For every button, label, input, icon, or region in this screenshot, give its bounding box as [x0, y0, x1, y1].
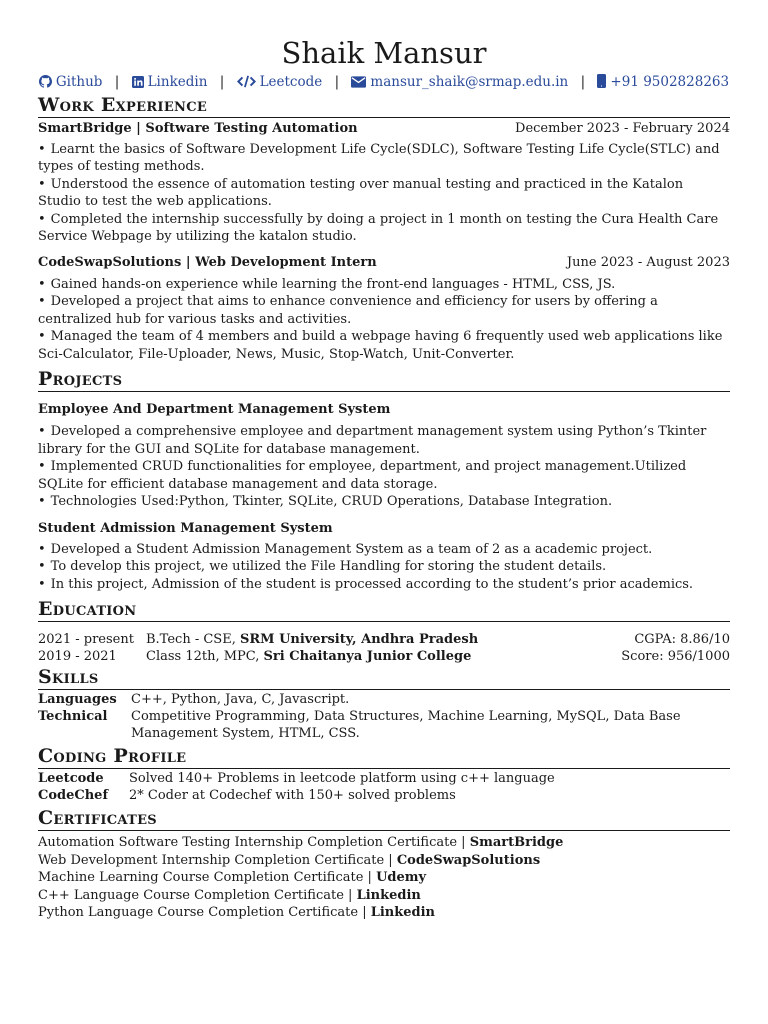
skill-key: Technical — [38, 709, 108, 724]
certificate-issuer: Udemy — [376, 870, 427, 885]
skill-value: C++, Python, Java, C, Javascript. — [131, 692, 350, 707]
coding-value: 2* Coder at Codechef with 150+ solved problems — [129, 788, 456, 803]
skill-row — [38, 708, 730, 742]
coding-key: CodeChef — [38, 788, 109, 803]
certificate-issuer: SmartBridge — [469, 835, 564, 850]
education-row — [38, 648, 730, 665]
coding-row — [38, 770, 730, 787]
skill-row — [38, 691, 730, 708]
section-education-title: Education — [38, 598, 730, 622]
separator: | — [219, 74, 225, 90]
skills-list — [38, 691, 730, 742]
education-school: Sri Chaitanya Junior College — [263, 649, 472, 664]
certificate-name: Automation Software Testing Internship Completion Certificate | — [38, 835, 470, 850]
section-projects-title: Projects — [38, 368, 730, 392]
work-bullet: • Managed the team of 4 members and build a webpage having 6 frequently used web applications like Sci-Calculator, File-Uploader, News, Music, Stop-Watch, Unit-Converter. — [38, 328, 730, 363]
certificate-issuer: Linkedin — [370, 905, 436, 920]
work-bullet: • Developed a project that aims to enhance convenience and efficiency for users by offering a centralized hub for various tasks and activities. — [38, 293, 730, 328]
email-link[interactable] — [347, 74, 572, 90]
education-years: 2019 - 2021 — [38, 649, 117, 664]
linkedin-link[interactable] — [127, 74, 211, 90]
skill-value: Competitive Programming, Data Structures, Machine Learning, MySQL, Data Base Management System, HTML, CSS. — [131, 709, 681, 741]
work-bullet: • Understood the essence of automation testing over manual testing and practiced in the Katalon Studio to test the web applications. — [38, 176, 730, 211]
certificate-item — [38, 834, 730, 852]
project-bullet: • In this project, Admission of the student is processed according to the student’s prior academics. — [38, 576, 730, 594]
certificate-name: Python Language Course Completion Certificate | — [38, 905, 371, 920]
leetcode-link[interactable] — [232, 74, 326, 90]
project-bullet: • Developed a comprehensive employee and department management system using Python’s Tkinter library for the GUI and SQLite for database management. — [38, 423, 730, 458]
work-entry-header — [38, 120, 730, 138]
section-work-title: Work Experience — [38, 94, 730, 118]
work-dates: June 2023 - August 2023 — [566, 254, 730, 270]
project-title: Student Admission Management System — [38, 520, 333, 536]
certificate-item — [38, 869, 730, 887]
education-score: Score: 956/1000 — [621, 649, 730, 664]
phone-link[interactable] — [593, 74, 729, 90]
phone-label: +91 9502828263 — [610, 74, 730, 90]
github-icon — [39, 75, 52, 88]
certificate-item — [38, 887, 730, 905]
separator: | — [580, 74, 586, 90]
education-degree: B.Tech - CSE, — [146, 632, 240, 647]
work-entry-header — [38, 254, 730, 272]
leetcode-label: Leetcode — [259, 74, 323, 90]
phone-icon — [597, 74, 606, 88]
certificate-name: C++ Language Course Completion Certificate | — [38, 887, 357, 903]
education-row — [38, 631, 730, 648]
project-bullet: • Technologies Used:Python, Tkinter, SQLite, CRUD Operations, Database Integration. — [38, 493, 730, 511]
resume-page — [38, 36, 730, 922]
github-link[interactable] — [39, 74, 107, 90]
code-icon — [237, 75, 256, 88]
certificate-name: Machine Learning Course Completion Certificate | — [38, 870, 377, 885]
education-list — [38, 631, 730, 665]
work-org: CodeSwapSolutions | Web Development Intern — [38, 254, 377, 270]
certificate-name: Web Development Internship Completion Certificate | — [38, 852, 397, 868]
contact-bar — [38, 74, 730, 92]
certificate-issuer: CodeSwapSolutions — [396, 852, 541, 868]
project-title: Employee And Department Management System — [38, 402, 391, 417]
coding-row — [38, 787, 730, 804]
work-bullet: • Learnt the basics of Software Development Life Cycle(SDLC), Software Testing Life Cycle(STLC) and types of testing methods. — [38, 141, 730, 176]
education-degree: Class 12th, MPC, — [146, 649, 264, 664]
project-bullet: • Implemented CRUD functionalities for employee, department, and project management.Utilized SQLite for efficient database management and data storage. — [38, 458, 730, 493]
envelope-icon — [351, 76, 366, 88]
coding-value: Solved 140+ Problems in leetcode platform using c++ language — [129, 771, 555, 786]
education-score: CGPA: 8.86/10 — [634, 632, 730, 647]
section-skills-title: Skills — [38, 666, 730, 690]
github-label: Github — [55, 74, 103, 90]
separator: | — [334, 74, 340, 90]
work-org: SmartBridge | Software Testing Automation — [38, 120, 358, 136]
project-entry — [38, 401, 730, 511]
certificate-issuer: Linkedin — [356, 887, 421, 903]
work-bullet: • Gained hands-on experience while learning the front-end languages - HTML, CSS, JS. — [38, 276, 730, 294]
certificate-list — [38, 834, 730, 922]
coding-list — [38, 770, 730, 804]
work-entry — [38, 120, 730, 246]
skill-key: Languages — [38, 692, 117, 707]
work-entry — [38, 254, 730, 364]
project-bullet: • To develop this project, we utilized the File Handling for storing the student details. — [38, 558, 730, 576]
education-desc — [146, 648, 621, 665]
candidate-name: Shaik Mansur — [281, 36, 487, 70]
section-certificates-title: Certificates — [38, 807, 730, 831]
section-coding-title: Coding Profile — [38, 745, 730, 769]
separator: | — [114, 74, 120, 90]
work-bullet: • Completed the internship successfully by doing a project in 1 month on testing the Cura Health Care Service Webpage by utilizing the katalon studio. — [38, 211, 730, 246]
work-dates: December 2023 - February 2024 — [515, 120, 730, 136]
project-bullet: • Developed a Student Admission Management System as a team of 2 as a academic project. — [38, 541, 730, 559]
email-label: mansur_shaik@srmap.edu.in — [370, 74, 569, 90]
coding-key: Leetcode — [38, 771, 104, 786]
linkedin-icon — [132, 76, 144, 88]
linkedin-label: Linkedin — [147, 74, 208, 90]
certificate-item — [38, 852, 730, 870]
education-years: 2021 - present — [38, 632, 134, 647]
certificate-item — [38, 904, 730, 922]
education-desc — [146, 631, 634, 648]
project-entry — [38, 520, 730, 594]
education-school: SRM University, Andhra Pradesh — [239, 632, 479, 647]
